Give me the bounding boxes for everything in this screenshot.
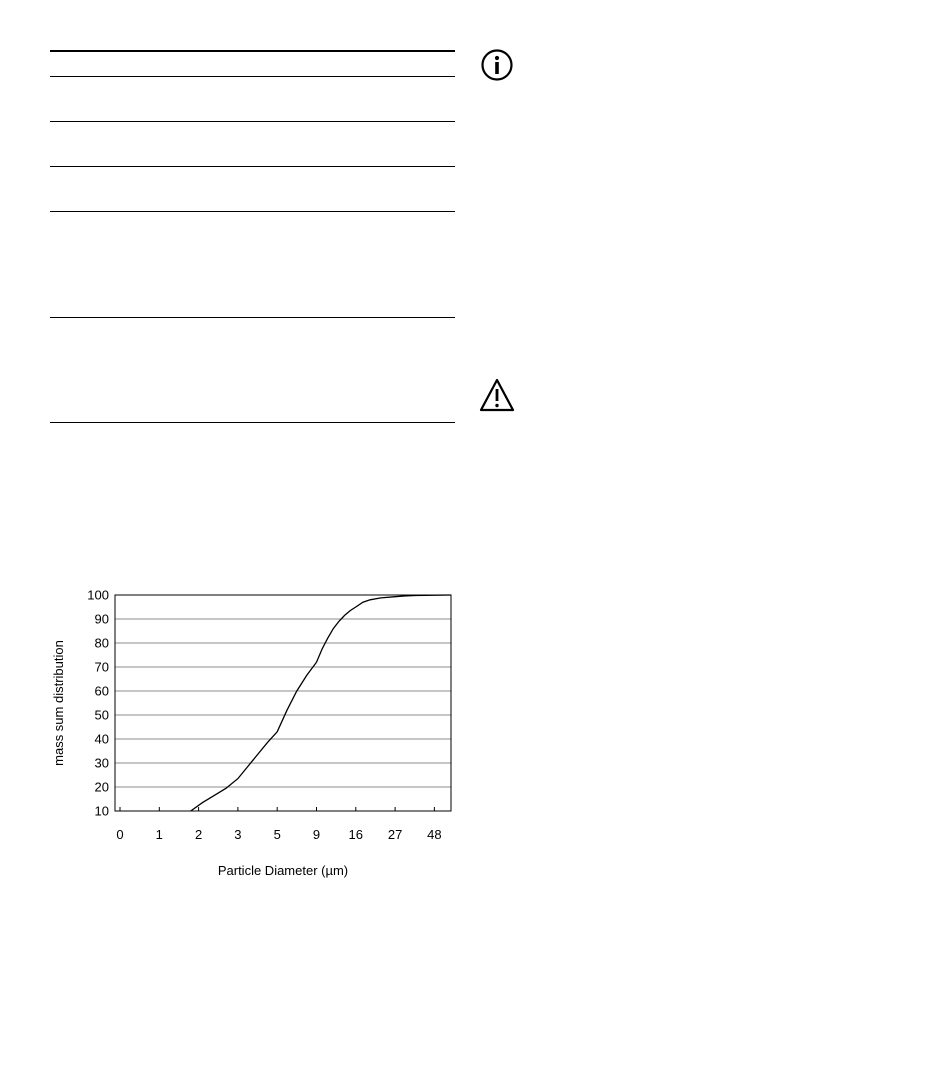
x-tick-label: 9 (312, 827, 321, 842)
table-row (50, 166, 455, 167)
warning-triangle-icon (478, 377, 516, 413)
y-tick-label: 40 (94, 731, 109, 747)
x-tick-label: 3 (234, 827, 242, 842)
grid-lines (115, 619, 451, 787)
mass-sum-distribution-chart (45, 578, 465, 883)
table-row (50, 121, 455, 122)
table-row (50, 317, 455, 318)
table-row (50, 211, 455, 212)
y-tick-label: 90 (94, 611, 109, 627)
x-tick-labels (116, 827, 441, 842)
x-tick-label: 16 (348, 827, 364, 842)
x-tick-label: 1 (155, 827, 163, 842)
y-tick-label: 50 (94, 707, 109, 723)
table-row (50, 76, 455, 77)
table-top-rule (50, 50, 455, 52)
y-tick-label: 20 (94, 779, 109, 795)
x-tick-label: 27 (387, 827, 403, 842)
table-bottom-rule (50, 422, 455, 423)
x-ticks (120, 807, 434, 811)
x-axis-title: Particle Diameter (µm) (217, 863, 349, 878)
y-tick-label: 10 (94, 803, 109, 819)
x-tick-label: 0 (116, 827, 124, 842)
y-tick-label: 30 (94, 755, 109, 771)
y-tick-label: 100 (87, 587, 109, 603)
y-axis-title: mass sum distribution (51, 640, 66, 766)
y-tick-label: 60 (94, 683, 109, 699)
plot-frame (115, 595, 451, 811)
x-tick-label: 5 (273, 827, 281, 842)
info-circle-icon (480, 48, 514, 82)
distribution-curve (191, 595, 451, 811)
x-tick-label: 2 (194, 827, 203, 842)
y-tick-label: 80 (94, 635, 109, 651)
y-tick-label: 70 (94, 659, 109, 675)
y-tick-labels (87, 588, 109, 819)
x-tick-label: 48 (427, 827, 442, 842)
